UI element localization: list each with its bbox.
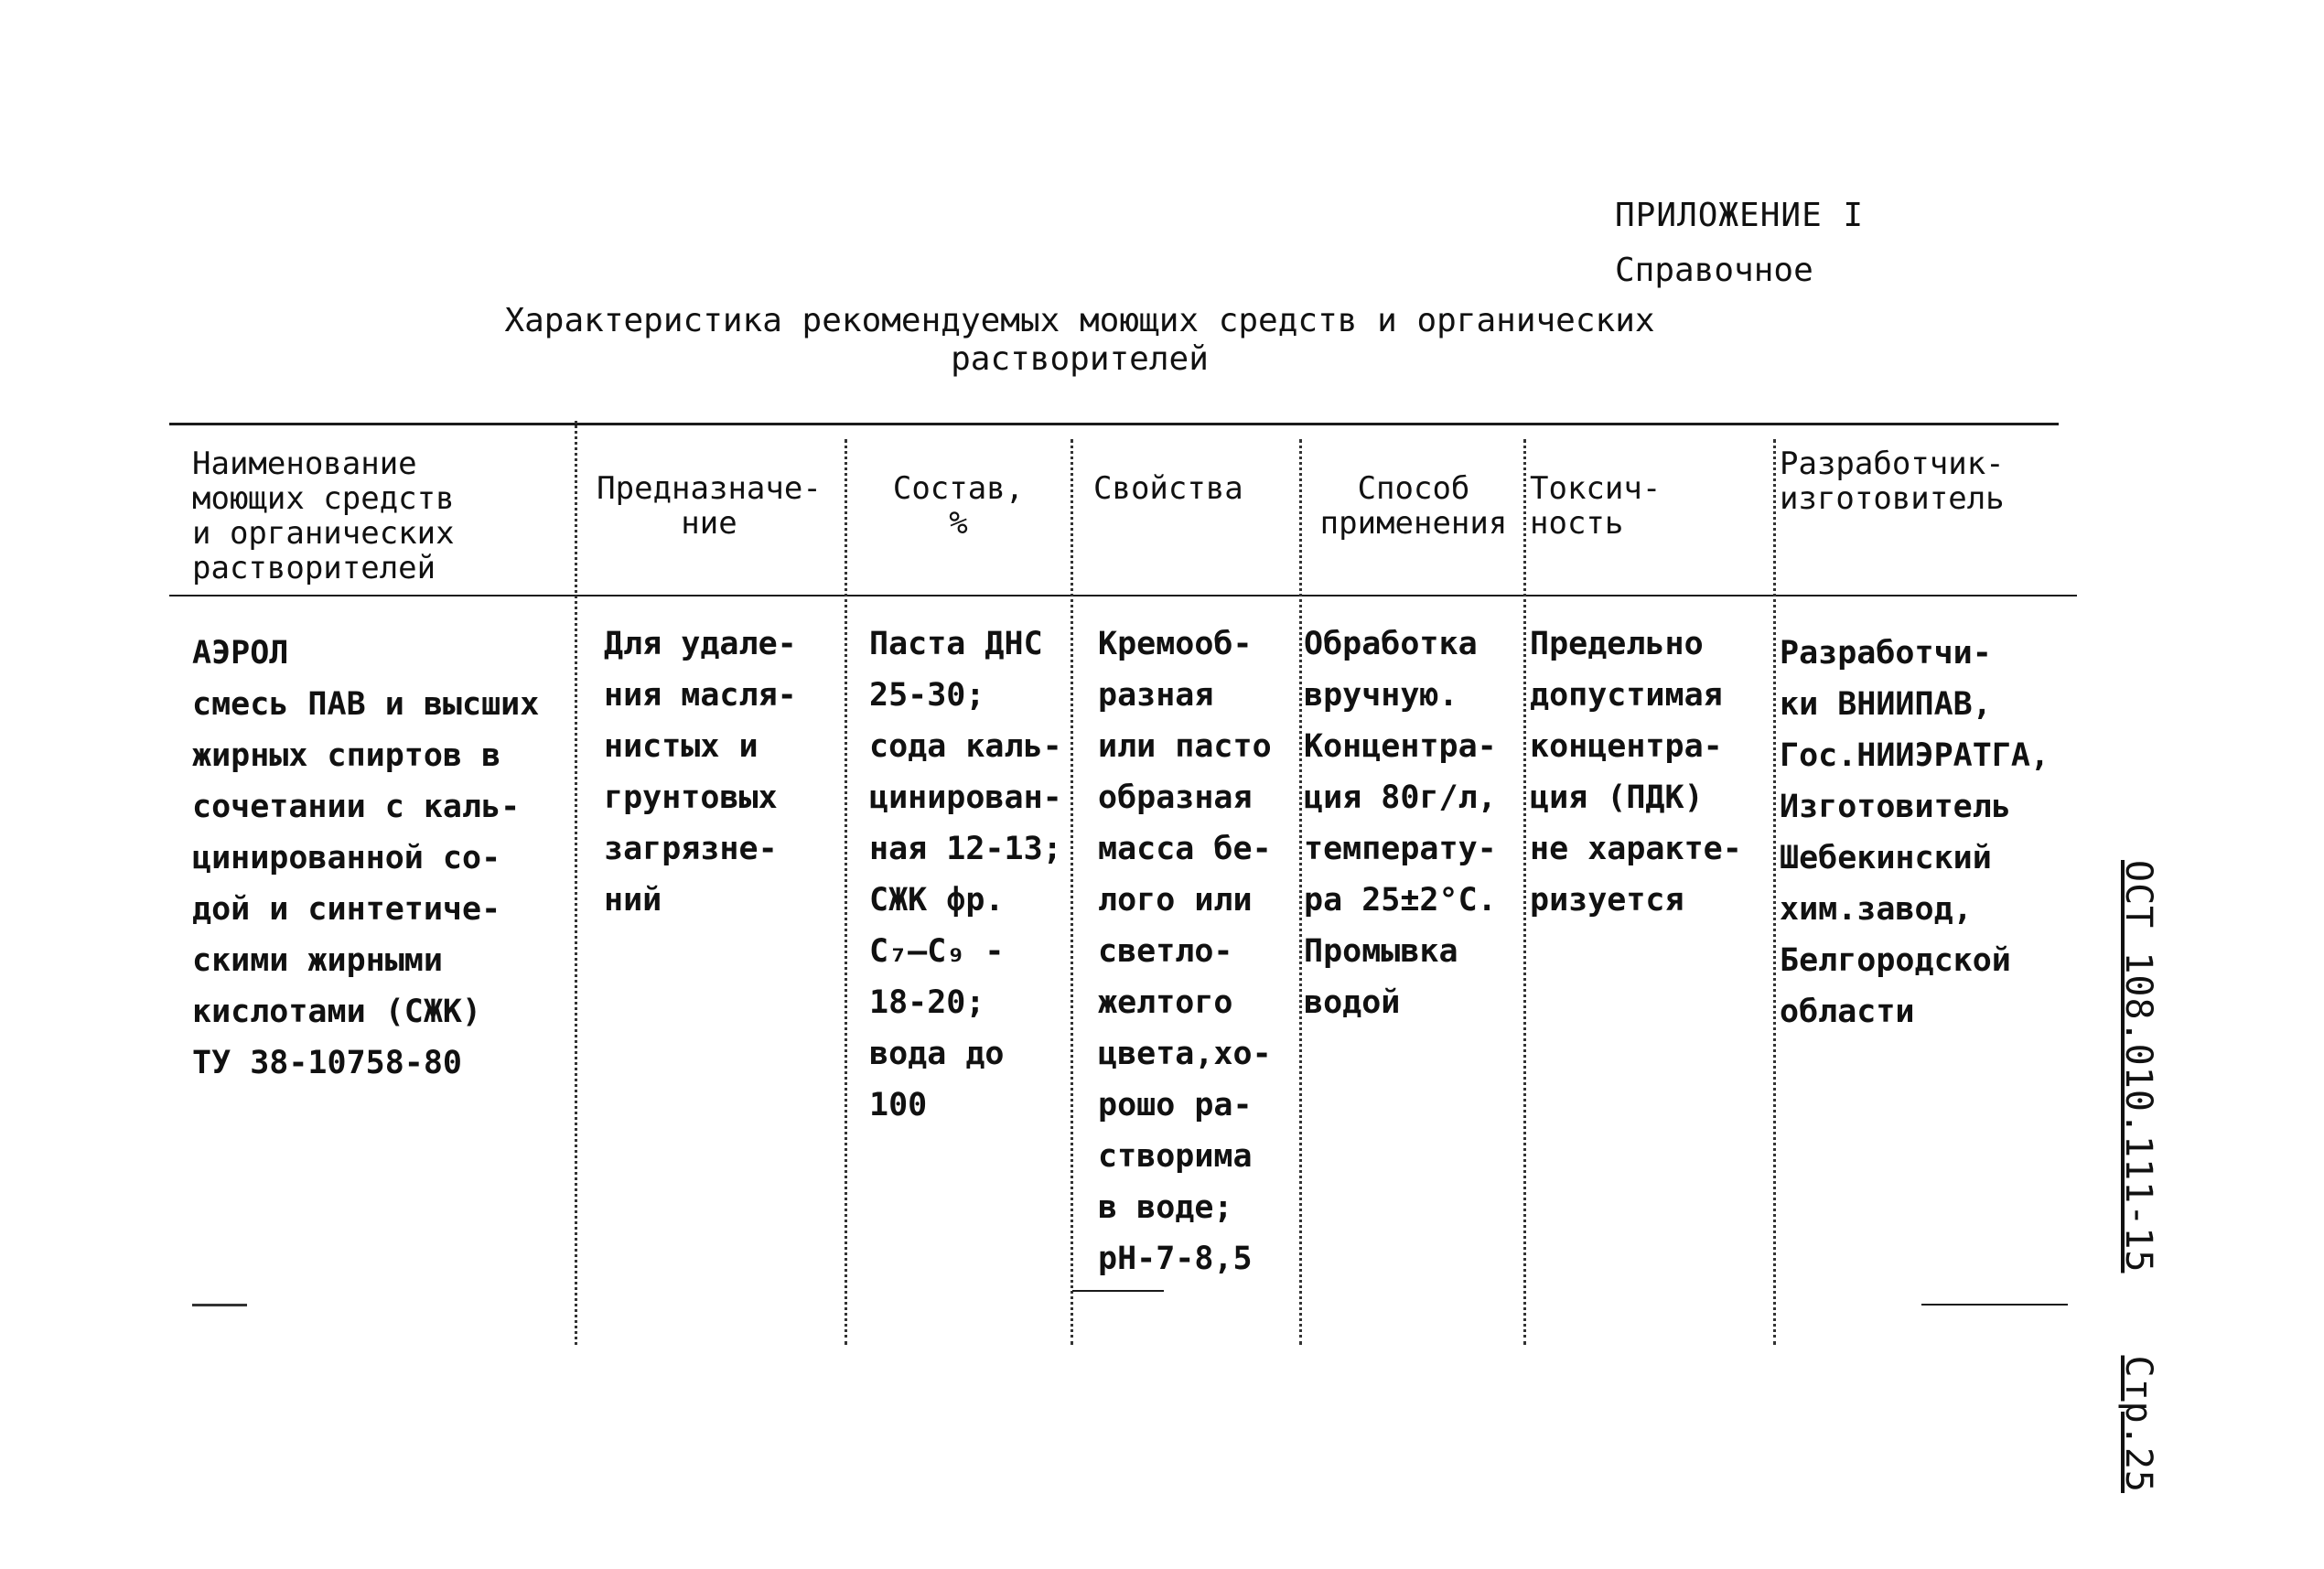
column-divider (575, 421, 577, 1345)
cell-properties: Кремооб- разная или пасто образная масса бе- лого или светло- желтого цвета,хо- рошо ра- створима в воде; pH-7-8,5 (1098, 626, 1272, 1277)
cell-developer: Разработчи- ки ВНИИПАВ, Гос.НИИЭРАТГА, Изготовитель Шебекинский хим.завод, Белгородской области (1780, 635, 2050, 1030)
table-footer-dash (192, 1304, 247, 1306)
cell-name: АЭРОЛ смесь ПАВ и высших жирных спиртов в сочетании с каль- цинированной со- дой и синтетиче- скими жирными кислотами (СЖК) ТУ 38-10758-80 (192, 635, 540, 1081)
cell-application: Обработка вручную. Концентра- ция 80г/л, температу- ра 25±2°С. Промывка водой (1304, 626, 1497, 1021)
column-header-purpose: Предназначе- ние (597, 470, 822, 542)
column-header-composition: Состав, % (892, 470, 1025, 542)
column-header-name: Наименование моющих средств и органических растворителей (192, 446, 455, 586)
column-divider (1071, 439, 1073, 1345)
cell-toxicity: Предельно допустимая концентра- ция (ПДК) не характе- ризуется (1530, 626, 1742, 919)
page-number: Стр.25 (2117, 1355, 2159, 1493)
table-footer-rule (1921, 1304, 2068, 1306)
column-header-toxicity: Токсич- ность (1530, 470, 1662, 542)
document-title-line-2: растворителей (951, 340, 1209, 378)
column-divider (1523, 439, 1526, 1345)
column-divider (845, 439, 847, 1345)
cell-purpose: Для удале- ния масля- нистых и грунтовых загрязне- ний (604, 626, 797, 919)
table-footer-rule (1072, 1290, 1164, 1292)
table-top-rule (169, 423, 2059, 425)
table-header-rule (169, 595, 2077, 596)
standard-reference-label (2117, 860, 2159, 1493)
appendix-title: ПРИЛОЖЕНИЕ I (1615, 197, 1865, 234)
column-header-application: Способ применения (1319, 470, 1508, 542)
standard-code: ОСТ 108.010.111-15 (2117, 860, 2159, 1273)
cell-composition: Паста ДНС 25-30; сода каль- цинирован- ная 12-13; СЖК фр. C₇–C₉ - 18-20; вода до 100 (869, 626, 1062, 1123)
appendix-note: Справочное (1615, 252, 1813, 289)
column-header-properties: Свойства (1093, 470, 1243, 507)
column-header-developer: Разработчик- изготовитель (1780, 446, 2005, 517)
document-title-line-1: Характеристика рекомендуемых моющих средств и органических (504, 302, 1655, 339)
column-divider (1299, 439, 1302, 1345)
column-divider (1773, 439, 1776, 1345)
